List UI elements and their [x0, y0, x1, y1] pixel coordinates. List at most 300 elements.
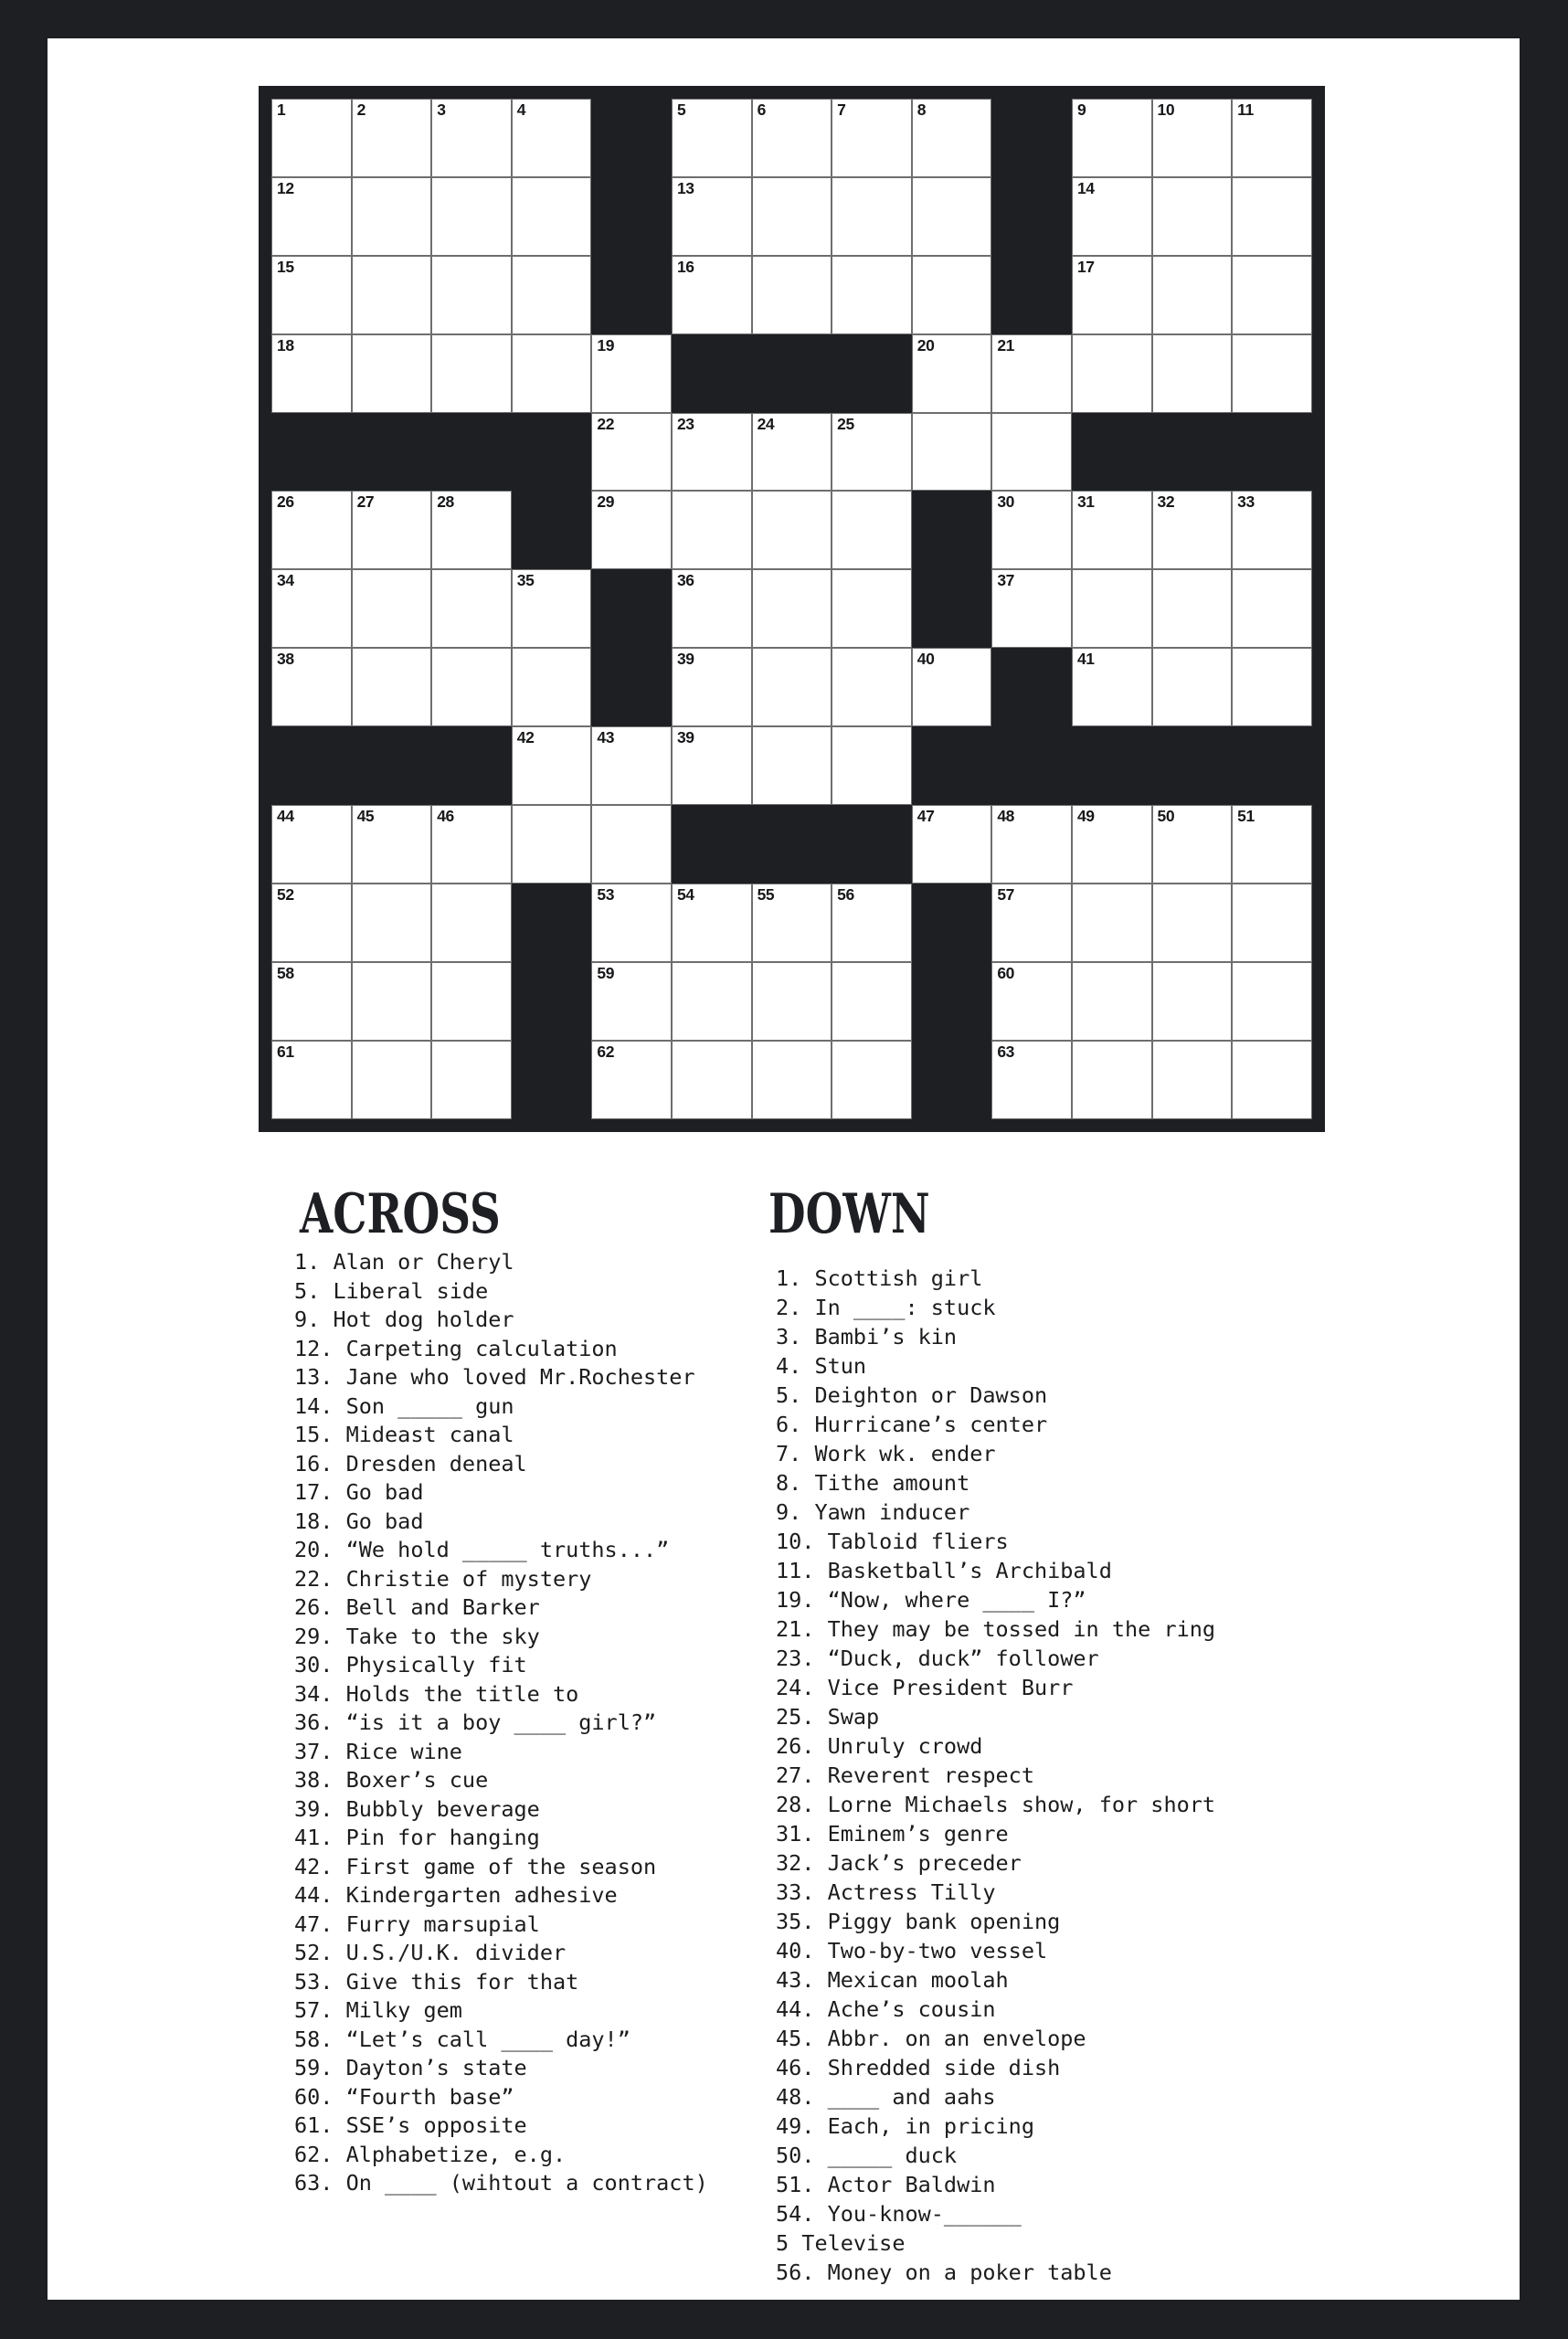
across-clue: 44. Kindergarten adhesive — [294, 1882, 618, 1908]
down-clue: 25. Swap — [776, 1704, 880, 1730]
grid-cell[interactable] — [832, 491, 912, 569]
grid-cell[interactable] — [512, 334, 592, 413]
grid-cell-black — [591, 256, 672, 334]
across-clue: 61. SSE’s opposite — [294, 2112, 527, 2138]
down-clue: 33. Actress Tilly — [776, 1879, 996, 1905]
grid-cell-black — [1152, 413, 1233, 492]
grid-cell[interactable] — [672, 256, 752, 334]
across-clue: 41. Pin for hanging — [294, 1825, 540, 1850]
down-clue: 26. Unruly crowd — [776, 1733, 983, 1759]
cell-number: 54 — [676, 884, 694, 904]
grid-cell-black — [591, 99, 672, 177]
grid-cell[interactable] — [591, 805, 672, 884]
grid-cell[interactable] — [271, 99, 352, 177]
grid-cell[interactable] — [431, 569, 512, 648]
grid-cell[interactable] — [752, 962, 832, 1041]
across-clue: 18. Go bad — [294, 1508, 424, 1534]
grid-cell-black — [672, 805, 752, 884]
cell-number: 7 — [837, 101, 846, 119]
grid-cell[interactable] — [1152, 177, 1233, 256]
grid-cell[interactable] — [1072, 962, 1152, 1041]
grid-cell[interactable] — [912, 99, 992, 177]
grid-cell[interactable] — [832, 726, 912, 805]
grid-cell[interactable] — [1232, 569, 1312, 648]
grid-cell[interactable] — [832, 256, 912, 334]
grid-cell[interactable] — [1232, 256, 1312, 334]
cell-number: 26 — [277, 492, 294, 512]
down-clue: 10. Tabloid fliers — [776, 1529, 1009, 1554]
cell-number: 22 — [597, 414, 615, 433]
grid-cell-black — [1072, 726, 1152, 805]
grid-cell[interactable] — [1072, 256, 1152, 334]
down-clue: 56. Money on a poker table — [776, 2260, 1112, 2285]
cell-number: 5 — [676, 101, 686, 119]
down-clue: 9. Yawn inducer — [776, 1499, 970, 1525]
grid-cell[interactable] — [832, 99, 912, 177]
cell-number: 62 — [597, 1042, 615, 1061]
grid-cell[interactable] — [271, 1041, 352, 1119]
grid-cell-black — [991, 256, 1072, 334]
grid-cell[interactable] — [1072, 99, 1152, 177]
across-heading: ACROSS — [300, 1182, 501, 1246]
grid-cell[interactable] — [752, 648, 832, 726]
down-clue: 44. Ache’s cousin — [776, 1996, 996, 2022]
grid-cell[interactable] — [912, 256, 992, 334]
grid-cell[interactable] — [752, 491, 832, 569]
grid-cell[interactable] — [431, 962, 512, 1041]
grid-cell[interactable] — [352, 648, 432, 726]
cell-number: 14 — [1076, 178, 1095, 197]
down-clue: 46. Shredded side dish — [776, 2055, 1061, 2080]
grid-cell[interactable] — [991, 962, 1072, 1041]
grid-cell[interactable] — [1232, 962, 1312, 1041]
cell-number: 36 — [676, 571, 694, 590]
cell-number: 43 — [597, 728, 615, 747]
grid-cell[interactable] — [1152, 99, 1233, 177]
grid-cell[interactable] — [1152, 805, 1233, 884]
grid-cell[interactable] — [912, 413, 992, 492]
grid-cell[interactable] — [1072, 334, 1152, 413]
grid-cell-black — [991, 648, 1072, 726]
grid-cell-black — [912, 884, 992, 962]
grid-cell[interactable] — [912, 177, 992, 256]
grid-cell[interactable] — [752, 256, 832, 334]
grid-cell[interactable] — [591, 884, 672, 962]
grid-cell-black — [512, 1041, 592, 1119]
cell-number: 37 — [997, 571, 1015, 590]
cell-number: 42 — [516, 728, 535, 747]
grid-cell[interactable] — [431, 334, 512, 413]
down-clue: 4. Stun — [776, 1353, 867, 1379]
across-clue: 17. Go bad — [294, 1479, 424, 1505]
grid-cell[interactable] — [271, 256, 352, 334]
grid-cell[interactable] — [271, 884, 352, 962]
grid-cell[interactable] — [1232, 177, 1312, 256]
cell-number: 17 — [1076, 257, 1095, 276]
grid-cell[interactable] — [991, 413, 1072, 492]
grid-cell-black — [1232, 726, 1312, 805]
grid-cell-black — [991, 726, 1072, 805]
cell-number: 6 — [757, 101, 766, 119]
down-clue: 7. Work wk. ender — [776, 1441, 996, 1466]
grid-cell[interactable] — [431, 805, 512, 884]
grid-cell-black — [832, 334, 912, 413]
down-clue: 50. _____ duck — [776, 2143, 958, 2168]
grid-cell[interactable] — [1232, 648, 1312, 726]
across-clue: 30. Physically fit — [294, 1652, 527, 1678]
grid-cell[interactable] — [991, 334, 1072, 413]
grid-cell[interactable] — [752, 177, 832, 256]
grid-cell[interactable] — [752, 726, 832, 805]
grid-cell[interactable] — [431, 491, 512, 569]
grid-cell[interactable] — [1152, 334, 1233, 413]
grid-cell[interactable] — [512, 726, 592, 805]
grid-cell[interactable] — [352, 1041, 432, 1119]
grid-cell[interactable] — [352, 805, 432, 884]
grid-cell-black — [832, 805, 912, 884]
grid-cell[interactable] — [1232, 334, 1312, 413]
down-clue: 40. Two-by-two vessel — [776, 1938, 1048, 1963]
grid-cell[interactable] — [271, 962, 352, 1041]
grid-cell-black — [912, 726, 992, 805]
grid-cell[interactable] — [512, 569, 592, 648]
across-clue: 62. Alphabetize, e.g. — [294, 2141, 567, 2167]
grid-cell[interactable] — [431, 1041, 512, 1119]
down-clue: 51. Actor Baldwin — [776, 2172, 996, 2197]
cell-number: 9 — [1076, 101, 1086, 119]
cell-number: 60 — [997, 963, 1015, 982]
grid-cell[interactable] — [431, 884, 512, 962]
grid-cell[interactable] — [352, 334, 432, 413]
down-clue: 21. They may be tossed in the ring — [776, 1616, 1216, 1642]
grid-cell-black — [991, 177, 1072, 256]
grid-cell-black — [431, 413, 512, 492]
grid-cell[interactable] — [832, 413, 912, 492]
cell-number: 31 — [1076, 492, 1095, 512]
grid-cell[interactable] — [1072, 177, 1152, 256]
across-clue: 39. Bubbly beverage — [294, 1795, 540, 1822]
cell-number: 59 — [597, 963, 615, 982]
cell-number: 57 — [997, 884, 1015, 904]
grid-cell[interactable] — [1232, 1041, 1312, 1119]
grid-cell[interactable] — [672, 726, 752, 805]
grid-cell-black — [672, 334, 752, 413]
grid-cell[interactable] — [512, 648, 592, 726]
grid-cell[interactable] — [512, 256, 592, 334]
down-clues — [776, 1264, 1215, 2287]
grid-cell[interactable] — [591, 413, 672, 492]
grid-cell[interactable] — [672, 1041, 752, 1119]
grid-cell[interactable] — [832, 177, 912, 256]
grid-cell[interactable] — [672, 884, 752, 962]
down-clue: 6. Hurricane’s center — [776, 1412, 1048, 1437]
cell-number: 48 — [997, 807, 1015, 826]
cell-number: 50 — [1157, 807, 1175, 826]
cell-number: 18 — [277, 335, 294, 355]
cell-number: 25 — [837, 414, 854, 433]
grid-cell[interactable] — [832, 569, 912, 648]
grid-cell[interactable] — [912, 334, 992, 413]
grid-cell[interactable] — [991, 491, 1072, 569]
cell-number: 34 — [277, 571, 294, 590]
grid-cell[interactable] — [912, 648, 992, 726]
grid-cell[interactable] — [271, 177, 352, 256]
cell-number: 15 — [277, 257, 294, 276]
cell-number: 45 — [356, 807, 375, 826]
grid-cell-black — [591, 648, 672, 726]
cell-number: 39 — [676, 650, 694, 669]
grid-cell-black — [752, 334, 832, 413]
cell-number: 33 — [1237, 492, 1255, 512]
grid-cell-black — [591, 569, 672, 648]
grid-cell[interactable] — [352, 491, 432, 569]
across-clue: 16. Dresden deneal — [294, 1450, 527, 1476]
across-clue: 29. Take to the sky — [294, 1623, 540, 1649]
grid-cell[interactable] — [672, 491, 752, 569]
grid-cell-black — [752, 805, 832, 884]
grid-cell[interactable] — [672, 648, 752, 726]
grid-cell[interactable] — [271, 648, 352, 726]
grid-cell[interactable] — [431, 256, 512, 334]
across-clue: 47. Furry marsupial — [294, 1910, 540, 1937]
across-clue: 15. Mideast canal — [294, 1422, 514, 1447]
across-clue: 34. Holds the title to — [294, 1680, 579, 1707]
down-clue: 2. In ____: stuck — [776, 1295, 996, 1320]
grid-cell[interactable] — [591, 962, 672, 1041]
grid-cell[interactable] — [991, 805, 1072, 884]
across-clue: 36. “is it a boy ____ girl?” — [294, 1709, 657, 1735]
across-clue: 20. “We hold _____ truths...” — [294, 1537, 670, 1562]
down-clue: 28. Lorne Michaels show, for short — [776, 1792, 1216, 1817]
cell-number: 8 — [916, 101, 927, 119]
across-clue: 52. U.S./U.K. divider — [294, 1940, 567, 1965]
grid-cell[interactable] — [752, 413, 832, 492]
down-clue: 32. Jack’s preceder — [776, 1850, 1022, 1876]
cell-number: 55 — [757, 884, 775, 904]
cell-number: 38 — [277, 650, 294, 669]
cell-number: 12 — [277, 178, 294, 197]
grid-cell[interactable] — [1152, 648, 1233, 726]
cell-number: 24 — [757, 414, 775, 433]
grid-cell[interactable] — [672, 413, 752, 492]
cell-number: 32 — [1157, 492, 1175, 512]
grid-cell[interactable] — [431, 177, 512, 256]
grid-cell[interactable] — [271, 569, 352, 648]
grid-cell[interactable] — [1152, 491, 1233, 569]
cell-number: 47 — [916, 807, 935, 826]
cell-number: 20 — [916, 335, 935, 355]
down-heading: DOWN — [768, 1182, 930, 1246]
grid-cell[interactable] — [832, 1041, 912, 1119]
down-clue: 24. Vice President Burr — [776, 1675, 1074, 1700]
grid-cell[interactable] — [431, 648, 512, 726]
grid-cell[interactable] — [672, 569, 752, 648]
grid-cell[interactable] — [352, 99, 432, 177]
down-clue: 1. Scottish girl — [776, 1265, 983, 1291]
grid-cell[interactable] — [352, 962, 432, 1041]
grid-cell[interactable] — [591, 1041, 672, 1119]
cell-number: 46 — [437, 807, 454, 826]
crossword-grid — [259, 86, 1325, 1132]
cell-number: 23 — [676, 414, 694, 433]
grid-cell[interactable] — [1152, 256, 1233, 334]
down-clue: 54. You-know-______ — [776, 2201, 1022, 2227]
grid-cell-black — [512, 491, 592, 569]
across-clue: 1. Alan or Cheryl — [294, 1249, 514, 1275]
grid-cell[interactable] — [1072, 884, 1152, 962]
across-clue: 9. Hot dog holder — [294, 1307, 514, 1332]
down-clue: 19. “Now, where ____ I?” — [776, 1587, 1086, 1613]
down-clue: 5 Televise — [776, 2230, 906, 2256]
cell-number: 40 — [916, 650, 935, 669]
grid-cell-black — [431, 726, 512, 805]
cell-number: 4 — [516, 101, 526, 119]
grid-cell-black — [1152, 726, 1233, 805]
cell-number: 27 — [356, 492, 375, 512]
cell-number: 28 — [437, 492, 454, 512]
grid-cell[interactable] — [352, 177, 432, 256]
grid-cell[interactable] — [352, 884, 432, 962]
grid-cell[interactable] — [1232, 805, 1312, 884]
cell-number: 2 — [356, 101, 366, 119]
across-clue: 37. Rice wine — [294, 1738, 462, 1764]
down-clue: 23. “Duck, duck” follower — [776, 1646, 1099, 1671]
grid-cell[interactable] — [672, 177, 752, 256]
grid-cell[interactable] — [672, 962, 752, 1041]
grid-cell[interactable] — [991, 1041, 1072, 1119]
grid-cell[interactable] — [271, 805, 352, 884]
grid-cell[interactable] — [752, 569, 832, 648]
cell-number: 11 — [1237, 101, 1254, 119]
down-clue: 5. Deighton or Dawson — [776, 1382, 1048, 1408]
cell-number: 41 — [1076, 650, 1095, 669]
grid-cell[interactable] — [991, 884, 1072, 962]
cell-number: 35 — [516, 571, 535, 590]
cell-number: 51 — [1237, 807, 1255, 826]
down-clue: 8. Tithe amount — [776, 1470, 970, 1496]
grid-cell[interactable] — [912, 805, 992, 884]
grid-cell[interactable] — [591, 726, 672, 805]
across-clue: 13. Jane who loved Mr.Rochester — [294, 1364, 695, 1390]
grid-cell-black — [512, 413, 592, 492]
grid-cell[interactable] — [1072, 1041, 1152, 1119]
down-clue: 49. Each, in pricing — [776, 2113, 1034, 2139]
cell-number: 49 — [1076, 807, 1095, 826]
grid-cell[interactable] — [431, 99, 512, 177]
cell-number: 63 — [997, 1042, 1015, 1061]
cell-number: 21 — [997, 335, 1015, 355]
across-clue: 57. Milky gem — [294, 1997, 462, 2023]
grid-cell[interactable] — [512, 805, 592, 884]
down-clue: 11. Basketball’s Archibald — [776, 1558, 1112, 1583]
grid-cell[interactable] — [752, 884, 832, 962]
grid-cell-black — [912, 569, 992, 648]
across-clue: 38. Boxer’s cue — [294, 1767, 489, 1793]
grid-cell[interactable] — [1072, 648, 1152, 726]
grid-cell[interactable] — [512, 177, 592, 256]
across-clues — [294, 1248, 708, 2198]
across-clue: 42. First game of the season — [294, 1853, 657, 1879]
cell-number: 1 — [277, 101, 286, 119]
grid-cell-black — [1232, 413, 1312, 492]
across-clue: 63. On ____ (wihtout a contract) — [294, 2170, 708, 2196]
grid-cell[interactable] — [752, 99, 832, 177]
grid-cell-black — [591, 177, 672, 256]
cell-number: 58 — [277, 963, 294, 982]
grid-cell[interactable] — [1152, 962, 1233, 1041]
grid-cell-black — [352, 726, 432, 805]
grid-cell[interactable] — [1072, 805, 1152, 884]
across-clue: 58. “Let’s call ____ day!” — [294, 2026, 630, 2052]
across-clue: 59. Dayton’s state — [294, 2055, 527, 2080]
cell-number: 10 — [1157, 101, 1175, 119]
down-clue: 3. Bambi’s kin — [776, 1324, 958, 1349]
grid-cell-black — [352, 413, 432, 492]
grid-cell-black — [1072, 413, 1152, 492]
grid-cell[interactable] — [832, 962, 912, 1041]
grid-cell-black — [512, 884, 592, 962]
across-clue: 60. “Fourth base” — [294, 2083, 514, 2110]
grid-cell[interactable] — [591, 334, 672, 413]
grid-cell[interactable] — [672, 99, 752, 177]
grid-cell-black — [912, 1041, 992, 1119]
grid-cell[interactable] — [512, 99, 592, 177]
down-clue: 48. ____ and aahs — [776, 2084, 996, 2110]
grid-cell[interactable] — [1232, 99, 1312, 177]
grid-cell[interactable] — [352, 569, 432, 648]
grid-cell-black — [991, 99, 1072, 177]
grid-cell[interactable] — [1072, 569, 1152, 648]
across-clue: 12. Carpeting calculation — [294, 1335, 618, 1361]
across-clue: 14. Son _____ gun — [294, 1392, 514, 1419]
grid-cell[interactable] — [1232, 491, 1312, 569]
cell-number: 13 — [676, 178, 694, 197]
across-clue: 5. Liberal side — [294, 1277, 489, 1304]
cell-number: 39 — [676, 728, 694, 747]
grid-cell[interactable] — [271, 334, 352, 413]
grid-cell[interactable] — [1072, 491, 1152, 569]
cell-number: 53 — [597, 884, 615, 904]
cell-number: 19 — [597, 335, 615, 355]
grid-cell[interactable] — [832, 648, 912, 726]
grid-cell-black — [271, 726, 352, 805]
grid-cell-black — [912, 962, 992, 1041]
cell-number: 61 — [277, 1042, 294, 1061]
cell-number: 29 — [597, 492, 615, 512]
grid-cell[interactable] — [352, 256, 432, 334]
cell-number: 44 — [277, 807, 294, 826]
grid-cell-black — [271, 413, 352, 492]
grid-cell[interactable] — [591, 491, 672, 569]
grid-cell[interactable] — [991, 569, 1072, 648]
grid-cell[interactable] — [832, 884, 912, 962]
grid-cell[interactable] — [1152, 569, 1233, 648]
grid-cell[interactable] — [1152, 1041, 1233, 1119]
grid-cell[interactable] — [1152, 884, 1233, 962]
grid-cell-black — [912, 491, 992, 569]
down-clue: 43. Mexican moolah — [776, 1967, 1009, 1993]
cell-number: 16 — [676, 257, 694, 276]
down-clue: 45. Abbr. on an envelope — [776, 2026, 1086, 2051]
grid-cell[interactable] — [1232, 884, 1312, 962]
down-clue: 27. Reverent respect — [776, 1762, 1034, 1788]
across-clue: 26. Bell and Barker — [294, 1594, 540, 1620]
grid-cell[interactable] — [752, 1041, 832, 1119]
cell-number: 3 — [437, 101, 446, 119]
grid-cell[interactable] — [271, 491, 352, 569]
cell-number: 56 — [837, 884, 854, 904]
across-clue: 22. Christie of mystery — [294, 1565, 592, 1592]
